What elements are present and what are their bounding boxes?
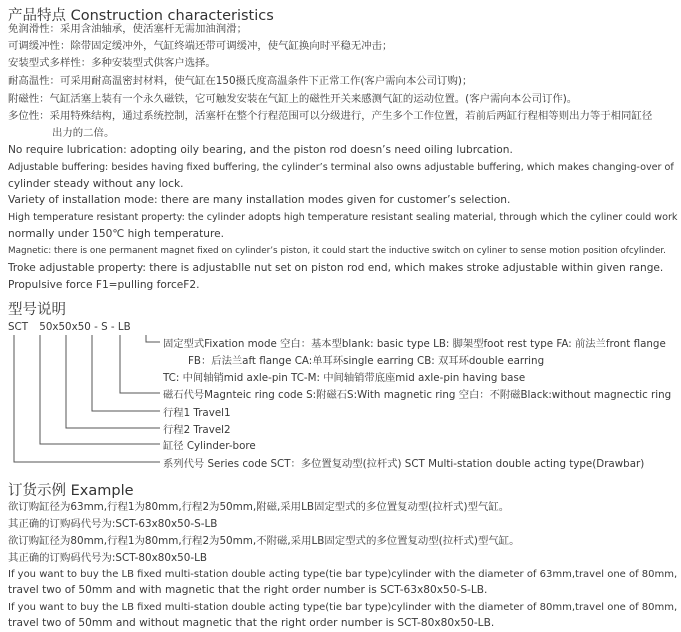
en-line-installation: Variety of installation mode: there are many installation modes given for customer’s selection. bbox=[8, 194, 511, 206]
en-line-buffering: Adjustable buffering: besides having fixed buffering, the cylinder’s terminal also owns adjustable buffering, which makes changing-over of bbox=[8, 162, 674, 173]
en-line-high-temp-cont: normally under 150℃ high temperature. bbox=[8, 228, 224, 240]
code-sep-x1: x bbox=[52, 321, 59, 333]
order-cn-example1: 欲订购缸径为63mm,行程1为80mm,行程2为50mm,附磁,采用LB固定型式的多位置复动型(拉杆式)型气缸。 bbox=[8, 501, 510, 513]
tree-line-series bbox=[14, 335, 160, 462]
construction-title: 产品特点 Construction characteristics bbox=[8, 8, 274, 24]
model-mounting-line1: 固定型式Fixation mode 空白：基本型blank: basic type LB: 脚架型foot rest type FA: 前法兰front flange bbox=[163, 338, 666, 350]
order-cn-code2: 其正确的订购码代号为:SCT-80x80x50-LB bbox=[8, 552, 208, 564]
code-series: SCT bbox=[8, 321, 29, 333]
code-sep-x2: x bbox=[71, 321, 78, 333]
code-mounting: LB bbox=[117, 321, 131, 333]
model-travel1: 行程1 Travel1 bbox=[163, 407, 231, 419]
tree-line-travel1 bbox=[92, 335, 160, 411]
order-en-example1: If you want to buy the LB fixed multi-station double acting type(tie bar type)cylinder with the diameter of 63mm,travel one of 80mm, bbox=[8, 569, 678, 580]
order-en-example2-cont: travel two of 50mm and without magnetic that the right order number is SCT-80x80x50-LB. bbox=[8, 617, 495, 629]
model-title: 型号说明 bbox=[8, 302, 66, 318]
model-mounting-line3: TC: 中间轴销mid axle-pin TC-M: 中间轴销带底座mid axle-pin having base bbox=[163, 372, 526, 384]
model-magnet: 磁石代号Magnteic ring code S:附磁石S:With magnetic ring 空白：不附磁Black:without magnectic ring bbox=[163, 389, 672, 401]
cn-line-magnetic: 附磁性：气缸活塞上装有一个永久磁铁，它可触发安装在气缸上的磁性开关来感测气缸的运动位置。(客户需向本公司订作)。 bbox=[8, 93, 578, 105]
en-line-force: Propulsive force F1=pulling forceF2. bbox=[8, 279, 200, 291]
model-travel2: 行程2 Travel2 bbox=[163, 424, 231, 436]
model-bore: 缸径 Cylinder-bore bbox=[163, 440, 256, 452]
cn-line-high-temp: 耐高温性：可采用耐高温密封材料，使气缸在150摄氏度高温条件下正常工作(客户需向本公司订购)； bbox=[8, 75, 473, 87]
en-line-lubrication: No require lubrication: adopting oily bearing, and the piston rod doesn’s need oiling lubrcation. bbox=[8, 144, 513, 156]
code-sep-dash2: - bbox=[110, 321, 115, 333]
en-line-stroke: Troke adjustable property: there is adjustablle nut set on piston rod end, which makes stroke adjustable within given range. bbox=[8, 262, 664, 274]
order-en-example2: If you want to buy the LB fixed multi-station double acting type(tie bar type)cylinder with the diameter of 80mm,travel one of 80mm, bbox=[8, 602, 678, 613]
code-sep-dash1: - bbox=[94, 321, 98, 333]
cn-line-lubrication: 免润滑性：采用含油轴承，使活塞杆无需加油润滑； bbox=[8, 23, 247, 35]
order-en-example1-cont: travel two of 50mm and with magnetic that the right order number is SCT-63x80x50-S-LB. bbox=[8, 584, 488, 596]
code-travel1: 50 bbox=[58, 321, 72, 333]
cn-line-buffering: 可调缓冲性：除带固定缓冲外，气缸终端还带可调缓冲，使气缸换向时平稳无冲击； bbox=[8, 40, 393, 52]
code-magnet: S bbox=[101, 321, 108, 333]
order-cn-example2: 欲订购缸径为80mm,行程1为80mm,行程2为50mm,不附磁,采用LB固定型式的多位置复动型(拉杆式)型气缸。 bbox=[8, 535, 520, 547]
en-line-high-temp: High temperature resistant property: the cylinder adopts high temperature resistant sealing material, through which the cyliner could work bbox=[8, 212, 678, 223]
order-title: 订货示例 Example bbox=[8, 483, 134, 499]
order-cn-code1: 其正确的订购码代号为:SCT-63x80x50-S-LB bbox=[8, 518, 218, 530]
tree-line-magnet bbox=[120, 335, 160, 393]
code-bore: 50 bbox=[39, 321, 53, 333]
model-mounting-line2: FB：后法兰aft flange CA:单耳环single earring CB: 双耳环double earring bbox=[188, 355, 545, 367]
tree-line-mounting bbox=[146, 335, 160, 342]
cn-line-multi-position-cont: 出力的二倍。 bbox=[52, 127, 115, 139]
en-line-buffering-cont: cylinder steady without any lock. bbox=[8, 178, 184, 190]
code-travel2: 50 bbox=[77, 321, 91, 333]
cn-line-installation: 安装型式多样性：多种安装型式供客户选择。 bbox=[8, 57, 216, 69]
model-series: 系列代号 Series code SCT：多位置复动型(拉杆式) SCT Multi-station double acting type(Drawbar) bbox=[163, 458, 645, 470]
en-line-magnetic: Magnetic: there is one permanent magnet fixed on cylinder’s piston, it could start the inductive switch on cyliner to sense motion position ofcylinder. bbox=[8, 246, 666, 256]
tree-line-travel2 bbox=[66, 335, 160, 428]
cn-line-multi-position: 多位性：采用特殊结构，通过系统控制，活塞杆在整个行程范围可以分级进行，产生多个工作位置，若前后两缸行程相等则出力等于相同缸径 bbox=[8, 110, 653, 122]
